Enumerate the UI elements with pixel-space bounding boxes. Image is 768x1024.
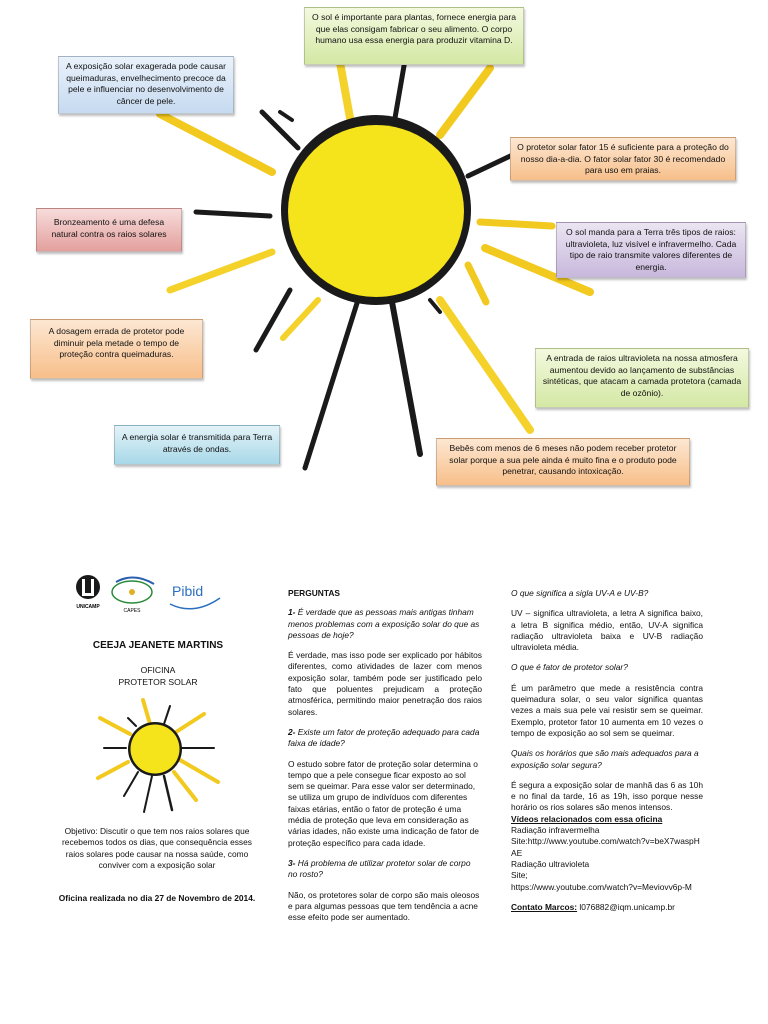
- oficina-theme: PROTETOR SOLAR: [118, 676, 198, 687]
- answer-1: É verdade, mas isso pode ser explicado por hábitos diferentes, como atividades de lazer com menos exposição solar, também pode ser justificado pelo fato que poluentes prejudicam a proteção atmosférica, permitindo maior penetração dos raios solares.: [288, 650, 482, 717]
- unicamp-logo: [76, 575, 100, 599]
- capes-logo-text: CAPES: [123, 608, 141, 614]
- question-3-number: 3-: [288, 857, 296, 868]
- contact-label: Contato Marcos:: [511, 901, 578, 912]
- small-sun-illustration: [88, 696, 228, 816]
- video-1-link[interactable]: Site:http://www.youtube.com/watch?v=beX7waspHAE: [511, 836, 700, 858]
- logos-svg: [74, 574, 224, 616]
- box-spf15: O protetor solar fator 15 é suficiente para a proteção do nosso dia-a-dia. O fator solar fator 30 é recomendado para uso em praias.: [510, 137, 736, 181]
- pibid-logo-text: Pibid: [172, 583, 204, 599]
- answer-3: Não, os protetores solar de corpo são mais oleosos e para algumas pessoas que tem tendência a acne esse efeito pode ser aumentado.: [288, 889, 480, 923]
- answer-2: O estudo sobre fator de proteção solar determina o tempo que a pele consegue ficar exposto ao sol sem se queimar. Para esse valor ser determinado, se utiliza um grupo de indivíduos com diferentes faixas etárias, então o fator de proteção é uma média de proteção que leva em consideração as várias idades, não existe uma indicação de fator de proteção específico para cada idade.: [288, 758, 479, 848]
- school-name: CEEJA JEANETE MARTINS: [92, 640, 224, 651]
- questions-title: PERGUNTAS: [288, 588, 340, 598]
- answer-5: É um parâmetro que mede a resistência contra queimadura solar, o seu valor significa quantas vezes a mais sua pele vai resistir sem se queimar. Exemplo, protetor fator 10 aumenta em 10 vezes o tempo de exposição ao sol sem se queimar.: [511, 682, 703, 738]
- answer-4: UV – significa ultravioleta, a letra A significa baixo, a letra B significa médio, então, UV-A significa radiação ultravioleta baixa e UV-B radiação ultravioleta média.: [511, 608, 703, 653]
- question-1-number: 1-: [288, 607, 296, 618]
- box-overexposure: A exposição solar exagerada pode causar queimaduras, envelhecimento precoce da pele e influenciar no desenvolvimento de câncer de pele.: [58, 56, 234, 114]
- contact-email[interactable]: l076882@iqm.unicamp.br: [579, 901, 675, 912]
- question-4: O que significa a sigla UV-A e UV-B?: [511, 588, 649, 598]
- objective-text: Objetivo: Discutir o que tem nos raios solares que recebemos todos os dias, que consequência esses raios solares pode causar na nossa saúde, como conviver com a exposição solar: [62, 826, 252, 870]
- question-5: O que é fator de protetor solar?: [511, 662, 628, 673]
- answer-6: É segura a exposição solar de manhã das 6 as 10h e no final da tarde, 16 as 19h, isso porque nesse horário os rios solares são menos intensos.: [511, 779, 703, 813]
- question-1: [288, 607, 482, 641]
- logo-row: [74, 574, 224, 614]
- box-babies: Bebês com menos de 6 meses não podem receber protetor solar porque a sua pele ainda é muito fina e o produto pode penetrar, causando intoxicação.: [436, 438, 690, 486]
- box-uv-ozone: A entrada de raios ultravioleta na nossa atmosfera aumentou devido ao lançamento de substâncias sintéticas, que atacam a camada protetora (camada de ozônio).: [535, 348, 749, 408]
- box-solar-energy: A energia solar é transmitida para Terra através de ondas.: [114, 425, 280, 465]
- pibid-logo: [170, 598, 220, 609]
- middle-column: [288, 588, 482, 932]
- question-2-number: 2-: [288, 726, 296, 737]
- box-wrong-dose: A dosagem errada de protetor pode diminuir pela metade o tempo de proteção contra queimaduras.: [30, 319, 203, 379]
- left-column: [58, 640, 258, 688]
- question-1-text: É verdade que as pessoas mais antigas tinham menos problemas com a exposição solar do que as pessoas de hoje?: [288, 607, 480, 640]
- question-3: [288, 858, 482, 881]
- box-sun-importance: O sol é importante para plantas, fornece energia para que elas consigam fabricar o seu alimento. O corpo humano usa essa energia para produzir vitamina D.: [304, 7, 524, 65]
- videos-title: Vídeos relacionados com essa oficina: [511, 813, 663, 824]
- oficina-date: Oficina realizada no dia 27 de Novembro de 2014.: [58, 893, 256, 904]
- contact-line: [511, 902, 703, 913]
- video-2-label: Radiação ultravioleta: [511, 858, 590, 869]
- box-tanning: Bronzeamento é uma defesa natural contra os raios solares: [36, 208, 182, 252]
- video-2-link[interactable]: https://www.youtube.com/watch?v=Meviovv6p-M: [511, 881, 692, 892]
- question-2-text: Existe um fator de proteção adequado para cada faixa de idade?: [288, 726, 480, 749]
- question-2: [288, 727, 482, 750]
- video-1-label: Radiação infravermelha: [511, 825, 600, 836]
- capes-logo: [112, 577, 154, 603]
- left-bottom: [52, 826, 262, 913]
- unicamp-logo-text: UNICAMP: [76, 604, 100, 610]
- video-2-site-label: Site;: [511, 870, 528, 881]
- question-3-text: Há problema de utilizar protetor solar de corpo no rosto?: [288, 857, 471, 880]
- question-6: Quais os horários que são mais adequados para a exposição solar segura?: [511, 748, 699, 770]
- right-column: [511, 588, 703, 913]
- oficina-label: OFICINA: [140, 665, 176, 676]
- box-ray-types: O sol manda para a Terra três tipos de raios: ultravioleta, luz visível e infravermelho. Cada tipo de raio transmite valores diferentes de energia.: [556, 222, 746, 278]
